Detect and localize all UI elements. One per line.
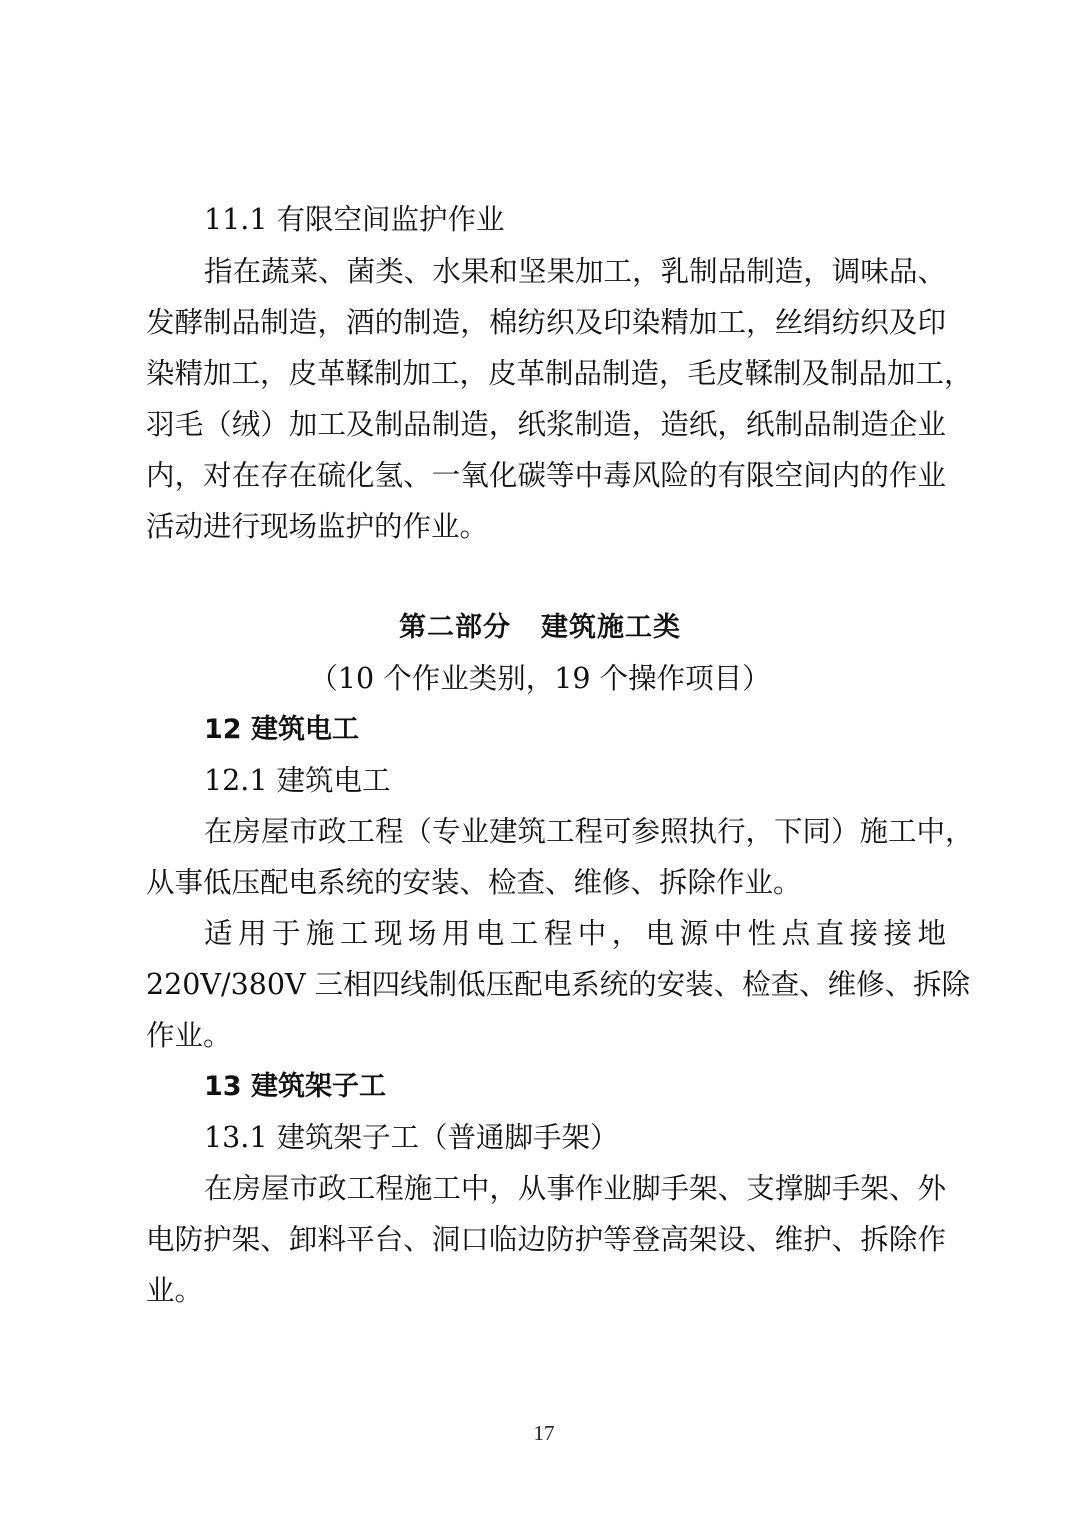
section-11-1-body-line: 羽毛（绒）加工及制品制造，纸浆制造，造纸，纸制品制造企业 xyxy=(146,408,946,441)
section-11-1-body-line: 内，对在存在硫化氢、一氧化碳等中毒风险的有限空间内的作业 xyxy=(146,459,946,492)
section-12-para2-line: 适用于施工现场用电工程中，电源中性点直接接地 xyxy=(204,917,946,950)
part-two-title-name: 建筑施工类 xyxy=(541,612,681,643)
section-12-para2-line: 220V/380V 三相四线制低压配电系统的安装、检查、维修、拆除 xyxy=(146,968,971,1001)
section-11-1-body-line: 发酵制品制造，酒的制造，棉纺织及印染精加工，丝绢纺织及印 xyxy=(146,306,946,339)
section-12-para1-line: 从事低压配电系统的安装、检查、维修、拆除作业。 xyxy=(146,866,802,899)
section-11-1-body-line: 指在蔬菜、菌类、水果和坚果加工，乳制品制造，调味品、 xyxy=(204,255,946,288)
section-12-heading: 12 建筑电工 xyxy=(204,714,359,745)
part-two-title-part: 第二部分 xyxy=(399,612,511,643)
section-13-1-heading: 13.1 建筑架子工（普通脚手架） xyxy=(204,1121,619,1154)
part-two-title xyxy=(0,611,1080,645)
page-number: 17 xyxy=(533,1421,555,1445)
section-13-para-line: 业。 xyxy=(146,1274,204,1307)
section-12-para2-line: 作业。 xyxy=(146,1019,232,1052)
section-11-1-heading: 11.1 有限空间监护作业 xyxy=(204,203,505,236)
section-11-1-body-line: 活动进行现场监护的作业。 xyxy=(146,510,489,543)
section-13-para-line: 在房屋市政工程施工中，从事作业脚手架、支撑脚手架、外 xyxy=(204,1172,946,1205)
section-12-1-heading: 12.1 建筑电工 xyxy=(204,764,391,797)
section-13-heading: 13 建筑架子工 xyxy=(204,1071,386,1102)
part-two-subtitle: （10 个作业类别，19 个操作项目） xyxy=(309,662,771,695)
section-11-1-body-line: 染精加工，皮革鞣制加工，皮革制品制造，毛皮鞣制及制品加工， xyxy=(146,357,973,390)
section-12-para1-line: 在房屋市政工程（专业建筑工程可参照执行，下同）施工中， xyxy=(204,815,974,848)
section-13-para-line: 电防护架、卸料平台、洞口临边防护等登高架设、维护、拆除作 xyxy=(146,1223,946,1256)
